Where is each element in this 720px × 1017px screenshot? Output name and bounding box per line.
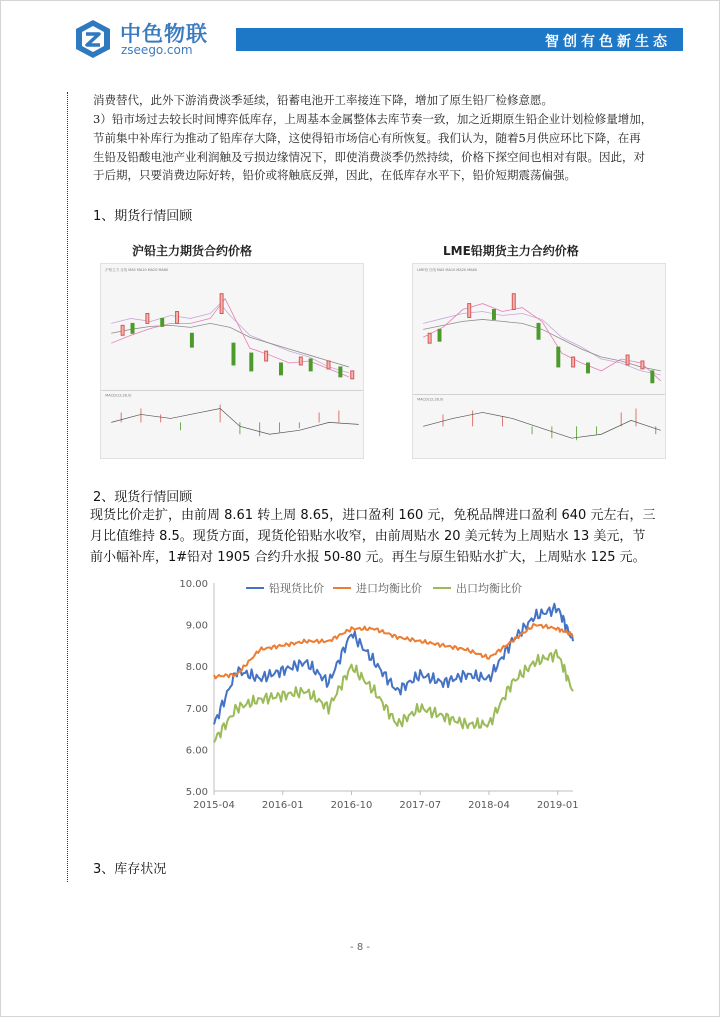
y-tick-label: 9.00 xyxy=(185,620,208,632)
x-tick-label: 2019-01 xyxy=(536,800,579,811)
series-line-1 xyxy=(214,604,573,725)
legend-label-3: 出口均衡比价 xyxy=(456,582,522,595)
intro-line-5: 于后期，只要消费边际好转，铅价或将触底反弹，因此，在低库存水平下，铅价短期震荡偏强。 xyxy=(93,168,576,182)
intro-line-1: 消费替代，此外下游消费淡季延续，铅蓄电池开工率接连下降，增加了原生铅厂检修意愿。 xyxy=(93,93,553,107)
svg-text:MACD(12,26,9): MACD(12,26,9) xyxy=(105,393,132,398)
intro-line-4: 生铅及铅酸电池产业利润触及亏损边缘情况下，即使消费淡季仍然持续，价格下探空间也相对有限。因此，对 xyxy=(93,150,645,164)
x-tick-label: 2018-04 xyxy=(468,800,510,811)
svg-text:沪铅主力 日线 MA5 MA10 MA20 MA60: 沪铅主力 日线 MA5 MA10 MA20 MA60 xyxy=(105,267,169,272)
shfe-lead-chart-title: 沪铅主力期货合约价格 xyxy=(132,244,253,258)
section-2-line-3: 前小幅补库，1#铅对 1905 合约升水报 50-80 元。再生与原生铅贴水扩大，上周贴水 125 元。 xyxy=(90,550,646,565)
legend-label-1: 铅现货比价 xyxy=(269,582,324,595)
slogan-text: 智创有色新生态 xyxy=(545,34,671,50)
lme-lead-chart-title: LME铅期货主力合约价格 xyxy=(443,244,579,258)
y-tick-label: 8.00 xyxy=(185,662,208,674)
intro-line-3: 节前集中补库行为推动了铅库存大降，这使得铅市场信心有所恢复。我们认为，随着5月供应环比下降，在再 xyxy=(93,131,641,145)
intro-line-2: 3）铅市场过去较长时间博弈低库存，上周基本金属整体去库节奏一致，加之近期原生铅企业计划检修量增加， xyxy=(93,112,653,126)
shfe-lead-candlestick-chart xyxy=(100,263,364,459)
section-1-title: 1、期货行情回顾 xyxy=(93,209,193,224)
lead-price-ratio-line-chart xyxy=(178,575,588,815)
svg-text:LME铅 日线 MA5 MA10 MA20 MA60: LME铅 日线 MA5 MA10 MA20 MA60 xyxy=(417,267,477,272)
x-tick-label: 2016-10 xyxy=(330,800,373,811)
lme-lead-candlestick-chart xyxy=(412,263,666,459)
legend-label-2: 进口均衡比价 xyxy=(356,582,422,595)
y-tick-label: 10.00 xyxy=(179,579,208,590)
section-3-title: 3、库存状况 xyxy=(93,862,167,877)
brand-name: 中色物联 xyxy=(120,22,208,46)
page-header xyxy=(0,0,720,80)
brand-url: zseego.com xyxy=(121,43,193,57)
section-2-title: 2、现货行情回顾 xyxy=(93,490,193,505)
svg-text:MACD(12,26,9): MACD(12,26,9) xyxy=(417,397,444,402)
slogan-bar xyxy=(236,28,683,51)
section-2-line-2: 月比值维持 8.5。现货方面，现货伦铅贴水收窄，由前周贴水 20 美元转为上周贴水 13 美元，节 xyxy=(90,529,646,544)
y-tick-label: 5.00 xyxy=(185,787,208,798)
x-tick-label: 2017-07 xyxy=(399,800,442,811)
page-number: - 8 - xyxy=(350,942,370,953)
section-2-line-1: 现货比价走扩，由前周 8.61 转上周 8.65，进口盈利 160 元，免税品牌进口盈利 640 元左右，三 xyxy=(90,508,656,523)
series-line-3 xyxy=(214,650,573,743)
zseego-logo-icon xyxy=(72,18,114,60)
y-tick-label: 6.00 xyxy=(185,745,208,757)
y-tick-label: 7.00 xyxy=(185,703,208,715)
margin-dotted-line xyxy=(67,92,68,882)
x-tick-label: 2016-01 xyxy=(261,800,304,811)
x-tick-label: 2015-04 xyxy=(193,800,235,811)
